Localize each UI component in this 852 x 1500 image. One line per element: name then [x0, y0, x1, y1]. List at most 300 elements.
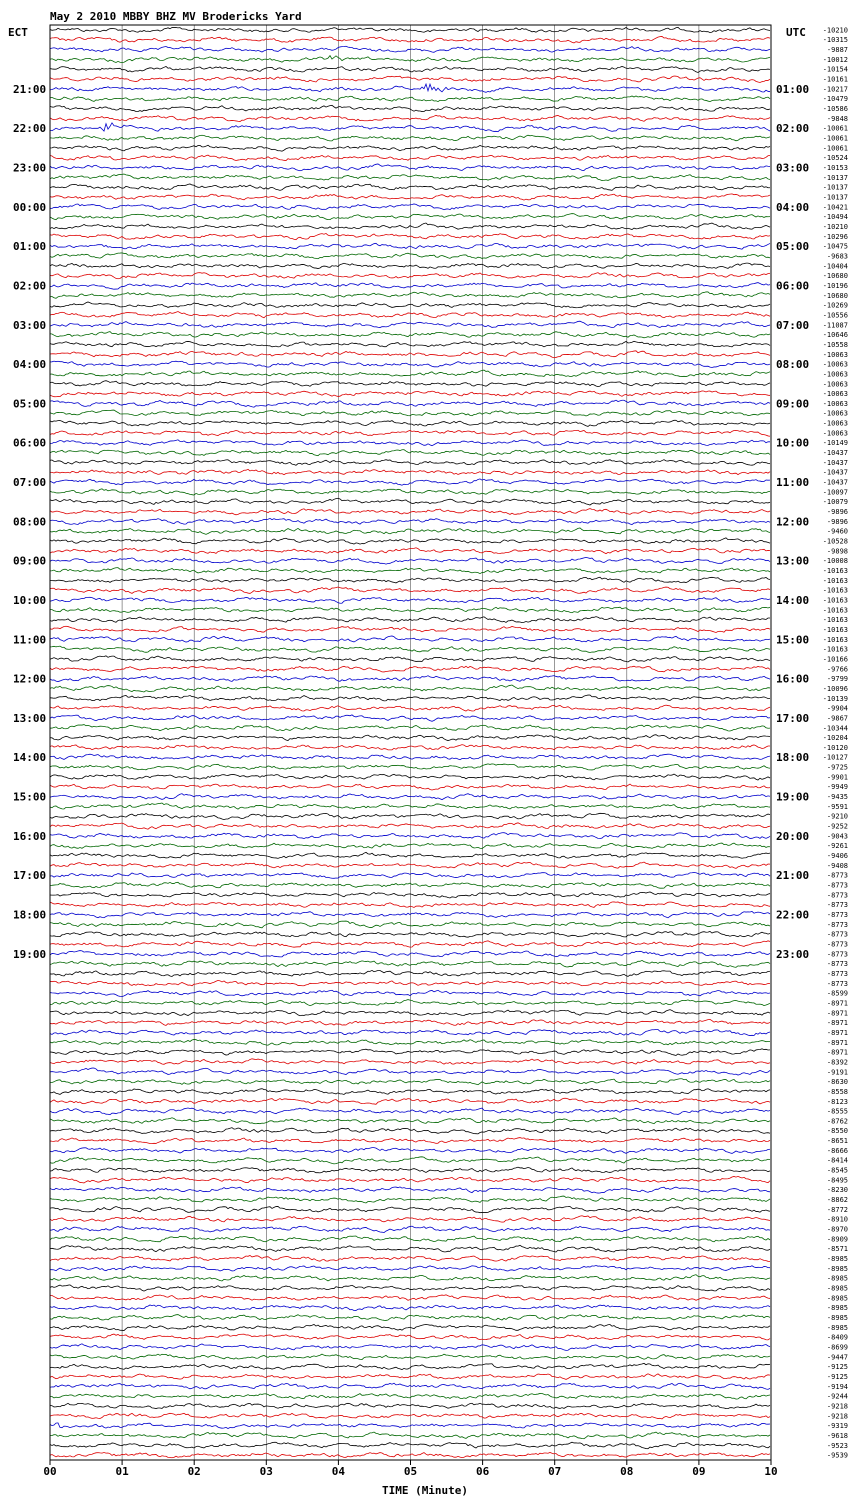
x-tick-label: 06	[475, 1465, 490, 1478]
trace-line	[50, 361, 770, 367]
trace-line	[50, 1334, 770, 1340]
row-offset-label: -9949	[826, 783, 848, 792]
left-hour-label: 23:00	[13, 161, 47, 175]
trace-line	[50, 597, 770, 603]
row-offset-label: -9210	[826, 812, 848, 821]
row-offset-label: -9252	[826, 822, 848, 831]
row-offset-label: -8773	[826, 930, 848, 939]
trace-line	[50, 145, 770, 151]
row-offset-label: -10163	[822, 586, 848, 595]
trace-line	[50, 823, 770, 829]
row-offset-label: -8773	[826, 881, 848, 890]
trace-line	[50, 1157, 770, 1164]
trace-line	[50, 263, 770, 268]
row-offset-label: -9766	[826, 665, 848, 674]
row-offset-label: -10061	[822, 144, 848, 153]
trace-line	[50, 902, 770, 908]
trace-line	[50, 214, 770, 220]
trace-line	[50, 1452, 770, 1457]
trace-line	[50, 1383, 770, 1389]
row-offset-label: -8985	[826, 1323, 848, 1332]
row-offset-label: -10494	[822, 213, 848, 222]
row-offset-label: -10210	[822, 26, 848, 35]
trace-line	[50, 46, 770, 52]
trace-line	[50, 626, 770, 632]
row-offset-label: -8773	[826, 901, 848, 910]
row-offset-label: -11087	[822, 321, 848, 330]
trace-line	[50, 695, 770, 701]
row-offset-label: -8970	[826, 1225, 848, 1234]
row-offset-label: -9887	[826, 46, 848, 55]
trace-line	[50, 430, 770, 436]
trace-line	[50, 1413, 770, 1419]
trace-line	[50, 509, 770, 515]
row-offset-label: -8666	[826, 1146, 848, 1155]
trace-line	[50, 1275, 770, 1281]
row-offset-label: -9896	[826, 508, 848, 517]
trace-line	[50, 1108, 770, 1115]
left-hour-label: 05:00	[13, 397, 47, 411]
row-offset-label: -8985	[826, 1304, 848, 1313]
x-tick-label: 05	[403, 1465, 418, 1478]
trace-line	[50, 292, 770, 298]
row-offset-label: -10437	[822, 478, 848, 487]
trace-line	[50, 410, 770, 416]
trace-line	[50, 745, 770, 750]
left-hour-label: 02:00	[13, 279, 47, 293]
left-hour-label: 19:00	[13, 947, 47, 961]
trace-line	[50, 302, 770, 308]
row-offset-label: -10063	[822, 370, 848, 379]
trace-line	[50, 332, 770, 338]
row-offset-label: -10528	[822, 537, 848, 546]
trace-line	[50, 1393, 770, 1399]
x-tick-label: 00	[43, 1465, 57, 1478]
row-offset-label: -8545	[826, 1166, 848, 1175]
row-offset-label: -8985	[826, 1255, 848, 1264]
trace-line	[50, 1000, 770, 1006]
trace-line	[50, 1049, 770, 1056]
right-hour-label: 11:00	[776, 476, 810, 490]
trace-line	[50, 1295, 770, 1300]
row-offset-label: -9683	[826, 252, 848, 261]
x-tick-label: 01	[115, 1465, 129, 1478]
row-offset-label: -8971	[826, 999, 848, 1008]
trace-line	[50, 892, 770, 898]
trace-line	[50, 56, 770, 63]
trace-line	[50, 420, 770, 426]
left-hour-label: 21:00	[13, 82, 47, 96]
trace-line	[50, 784, 770, 790]
trace-line	[50, 1236, 770, 1242]
row-offset-label: -8630	[826, 1078, 848, 1087]
trace-line	[50, 479, 770, 485]
row-offset-label: -9460	[826, 527, 848, 536]
row-offset-label: -10296	[822, 232, 848, 241]
row-offset-label: -9406	[826, 852, 848, 861]
row-offset-label: -10097	[822, 488, 848, 497]
row-offset-label: -10149	[822, 439, 848, 448]
trace-line	[50, 1019, 770, 1025]
trace-line	[50, 607, 770, 613]
row-offset-label: -8392	[826, 1058, 848, 1067]
trace-line	[50, 36, 770, 42]
trace-line	[50, 1068, 770, 1075]
trace-line	[50, 381, 770, 387]
left-hour-label: 03:00	[13, 318, 47, 332]
right-hour-label: 10:00	[776, 436, 810, 450]
row-offset-label: -10163	[822, 566, 848, 575]
right-hour-label: 07:00	[776, 318, 810, 332]
row-offset-label: -8985	[826, 1284, 848, 1293]
trace-line	[50, 548, 770, 554]
right-hour-label: 21:00	[776, 869, 810, 883]
trace-line	[50, 1176, 770, 1183]
trace-line	[50, 990, 770, 996]
row-offset-label: -8599	[826, 989, 848, 998]
row-offset-label: -10163	[822, 625, 848, 634]
trace-line	[50, 754, 770, 760]
row-offset-label: -10139	[822, 694, 848, 703]
row-offset-label: -8762	[826, 1117, 848, 1126]
row-offset-label: -10154	[822, 65, 848, 74]
row-offset-label: -10475	[822, 242, 848, 251]
trace-line	[50, 233, 770, 239]
left-hour-label: 06:00	[13, 436, 47, 450]
trace-line	[50, 1354, 770, 1359]
row-offset-label: -9539	[826, 1451, 848, 1460]
left-hour-label: 16:00	[13, 829, 47, 843]
row-offset-label: -10063	[822, 419, 848, 428]
row-offset-label: -8699	[826, 1343, 848, 1352]
trace-line	[50, 813, 770, 819]
trace-line	[50, 283, 770, 290]
trace-line	[50, 921, 770, 928]
row-offset-label: -8558	[826, 1087, 848, 1096]
row-offset-label: -8773	[826, 979, 848, 988]
x-tick-label: 08	[620, 1465, 634, 1478]
row-offset-label: -9408	[826, 861, 848, 870]
row-offset-label: -8985	[826, 1294, 848, 1303]
row-offset-label: -10137	[822, 193, 848, 202]
trace-line	[50, 1167, 770, 1173]
row-offset-label: -8910	[826, 1215, 848, 1224]
trace-line	[50, 1128, 770, 1134]
chart-title: May 2 2010 MBBY BHZ MV Brodericks Yard	[50, 10, 302, 23]
right-hour-label: 05:00	[776, 240, 810, 254]
x-axis-label: TIME (Minute)	[381, 1484, 469, 1497]
trace-line	[50, 666, 770, 672]
row-offset-label: -8773	[826, 871, 848, 880]
row-offset-label: -8773	[826, 950, 848, 959]
trace-line	[50, 469, 770, 474]
trace-line	[50, 528, 770, 534]
right-hour-label: 22:00	[776, 908, 810, 922]
trace-line	[50, 76, 770, 82]
trace-line	[50, 685, 770, 692]
row-offset-label: -9725	[826, 763, 848, 772]
trace-line	[50, 1403, 770, 1408]
row-offset-label: -10196	[822, 281, 848, 290]
right-hour-label: 02:00	[776, 122, 810, 136]
row-offset-label: -10120	[822, 743, 848, 752]
trace-line	[50, 370, 770, 376]
row-offset-label: -9867	[826, 714, 848, 723]
x-tick-label: 03	[259, 1465, 273, 1478]
trace-line	[50, 1216, 770, 1222]
row-offset-label: -8971	[826, 1019, 848, 1028]
row-offset-label: -9848	[826, 114, 848, 123]
left-hour-label: 00:00	[13, 200, 47, 214]
trace-line	[50, 676, 770, 682]
row-offset-label: -10137	[822, 183, 848, 192]
grid-lines	[50, 25, 771, 1460]
x-tick-label: 09	[692, 1465, 706, 1478]
trace-line	[50, 1363, 770, 1369]
right-hour-label: 03:00	[776, 161, 810, 175]
x-tick-label: 07	[548, 1465, 562, 1478]
row-offset-label: -10166	[822, 655, 848, 664]
trace-line	[50, 1344, 770, 1351]
row-offset-label: -10008	[822, 557, 848, 566]
row-offset-label: -10161	[822, 75, 848, 84]
trace-line	[50, 253, 770, 259]
row-offset-label: -8862	[826, 1196, 848, 1205]
row-offset-label: -8773	[826, 891, 848, 900]
trace-line	[50, 498, 770, 505]
row-offset-label: -8909	[826, 1235, 848, 1244]
trace-line	[50, 1374, 770, 1380]
right-timezone-label: UTC	[786, 26, 806, 39]
row-offset-label: -8651	[826, 1137, 848, 1146]
left-hour-label: 01:00	[13, 240, 47, 254]
trace-line	[50, 223, 770, 229]
trace-line	[50, 1030, 770, 1036]
trace-line	[50, 1285, 770, 1291]
row-offset-label: -10524	[822, 154, 848, 163]
row-offset-label: -10437	[822, 458, 848, 467]
trace-line	[50, 725, 770, 731]
row-offset-label: -9901	[826, 773, 848, 782]
row-offset-label: -8971	[826, 1028, 848, 1037]
trace-line	[50, 1138, 770, 1144]
trace-line	[50, 636, 770, 642]
row-offset-label: -10163	[822, 576, 848, 585]
trace-line	[50, 84, 770, 92]
row-offset-label: -8985	[826, 1274, 848, 1283]
trace-line	[50, 843, 770, 848]
trace-line	[50, 27, 770, 32]
row-offset-label: -9618	[826, 1431, 848, 1440]
trace-line	[50, 577, 770, 583]
trace-line	[50, 862, 770, 868]
row-offset-label: -8773	[826, 920, 848, 929]
row-offset-label: -9591	[826, 802, 848, 811]
left-timezone-label: ECT	[8, 26, 28, 39]
trace-line	[50, 1245, 770, 1252]
row-offset-label: -9319	[826, 1422, 848, 1431]
trace-line	[50, 164, 770, 171]
row-offset-label: -9244	[826, 1392, 848, 1401]
left-hour-label: 12:00	[13, 672, 47, 686]
row-offset-label: -10096	[822, 684, 848, 693]
left-hour-label: 09:00	[13, 554, 47, 568]
trace-line	[50, 970, 770, 976]
row-offset-label: -10680	[822, 291, 848, 300]
trace-line	[50, 803, 770, 809]
trace-line	[50, 1089, 770, 1095]
row-offset-label: -10063	[822, 360, 848, 369]
row-offset-label: -10163	[822, 606, 848, 615]
right-hour-label: 23:00	[776, 947, 810, 961]
left-hour-label: 07:00	[13, 476, 47, 490]
trace-line	[50, 518, 770, 524]
trace-line	[50, 341, 770, 347]
left-hour-label: 08:00	[13, 515, 47, 529]
trace-line	[50, 705, 770, 711]
row-offset-label: -10315	[822, 36, 848, 45]
right-hour-label: 14:00	[776, 593, 810, 607]
row-offset-label: -8985	[826, 1264, 848, 1273]
row-offset-label: -10163	[822, 616, 848, 625]
row-offset-label: -8409	[826, 1333, 848, 1342]
row-offset-label: -8985	[826, 1313, 848, 1322]
trace-line	[50, 1432, 770, 1439]
row-offset-label: -10137	[822, 173, 848, 182]
row-offset-label: -8123	[826, 1097, 848, 1106]
row-offset-label: -10204	[822, 734, 848, 743]
trace-line	[50, 460, 770, 466]
trace-line	[50, 646, 770, 652]
row-offset-label: -10556	[822, 311, 848, 320]
trace-line	[50, 174, 770, 181]
trace-line	[50, 1266, 770, 1272]
trace-line	[50, 1255, 770, 1261]
row-offset-label: -9125	[826, 1372, 848, 1381]
row-offset-label: -8571	[826, 1245, 848, 1254]
trace-line	[50, 833, 770, 839]
row-offset-label: -10063	[822, 429, 848, 438]
right-hour-label: 18:00	[776, 751, 810, 765]
trace-line	[50, 321, 770, 327]
row-offset-label: -9523	[826, 1441, 848, 1450]
right-hour-label: 01:00	[776, 82, 810, 96]
row-offset-label: -10680	[822, 272, 848, 281]
trace-line	[50, 852, 770, 858]
trace-line	[50, 1196, 770, 1203]
trace-line	[50, 557, 770, 564]
trace-line	[50, 1206, 770, 1212]
row-offset-label: -10153	[822, 164, 848, 173]
right-hour-label: 08:00	[776, 358, 810, 372]
trace-line	[50, 440, 770, 446]
trace-line	[50, 450, 770, 456]
row-offset-label: -9898	[826, 547, 848, 556]
trace-line	[50, 1098, 770, 1104]
trace-line	[50, 489, 770, 495]
trace-line	[50, 204, 770, 210]
row-offset-label: -8550	[826, 1127, 848, 1136]
row-offset-labels	[823, 26, 848, 1459]
left-hour-labels	[13, 83, 46, 961]
trace-line	[50, 794, 770, 800]
row-offset-label: -10269	[822, 301, 848, 310]
trace-line	[50, 400, 770, 407]
right-hour-label: 16:00	[776, 672, 810, 686]
trace-line	[50, 391, 770, 397]
left-hour-label: 10:00	[13, 593, 47, 607]
row-offset-label: -10063	[822, 350, 848, 359]
trace-line	[50, 1118, 770, 1124]
row-offset-label: -8773	[826, 969, 848, 978]
left-hour-label: 18:00	[13, 908, 47, 922]
left-hour-label: 17:00	[13, 869, 47, 883]
trace-line	[50, 873, 770, 879]
row-offset-label: -8773	[826, 911, 848, 920]
trace-line	[50, 735, 770, 741]
row-offset-label: -10063	[822, 380, 848, 389]
trace-line	[50, 312, 770, 318]
trace-line	[50, 1039, 770, 1045]
row-offset-label: -10079	[822, 498, 848, 507]
x-tick-labels	[43, 1460, 777, 1478]
trace-line	[50, 882, 770, 888]
row-offset-label: -8773	[826, 960, 848, 969]
trace-line	[50, 243, 770, 249]
trace-line	[50, 351, 770, 358]
trace-line	[50, 1226, 770, 1233]
trace-group	[50, 27, 770, 1457]
row-offset-label: -10344	[822, 724, 848, 733]
row-offset-label: -10210	[822, 222, 848, 231]
row-offset-label: -9218	[826, 1412, 848, 1421]
trace-line	[50, 587, 770, 593]
trace-line	[50, 1010, 770, 1016]
row-offset-label: -10063	[822, 390, 848, 399]
row-offset-label: -10061	[822, 124, 848, 133]
trace-line	[50, 656, 770, 662]
trace-line	[50, 538, 770, 544]
trace-line	[50, 155, 770, 160]
row-offset-label: -10646	[822, 331, 848, 340]
row-offset-label: -10163	[822, 596, 848, 605]
trace-line	[50, 1305, 770, 1311]
x-tick-label: 02	[187, 1465, 201, 1478]
row-offset-label: -9218	[826, 1402, 848, 1411]
row-offset-label: -10437	[822, 468, 848, 477]
row-offset-label: -10586	[822, 105, 848, 114]
right-hour-label: 19:00	[776, 790, 810, 804]
x-tick-label: 04	[331, 1465, 346, 1478]
trace-line	[50, 1442, 770, 1448]
row-offset-label: -9447	[826, 1353, 848, 1362]
trace-line	[50, 115, 770, 121]
trace-line	[50, 123, 770, 132]
trace-line	[50, 715, 770, 721]
row-offset-label: -9904	[826, 704, 848, 713]
trace-line	[50, 273, 770, 279]
trace-line	[50, 617, 770, 623]
row-offset-label: -9435	[826, 793, 848, 802]
trace-line	[50, 1423, 770, 1429]
trace-line	[50, 1148, 770, 1154]
trace-line	[50, 184, 770, 190]
row-offset-label: -8971	[826, 1009, 848, 1018]
trace-line	[50, 764, 770, 770]
row-offset-label: -10404	[822, 262, 848, 271]
trace-line	[50, 980, 770, 985]
trace-line	[50, 96, 770, 102]
